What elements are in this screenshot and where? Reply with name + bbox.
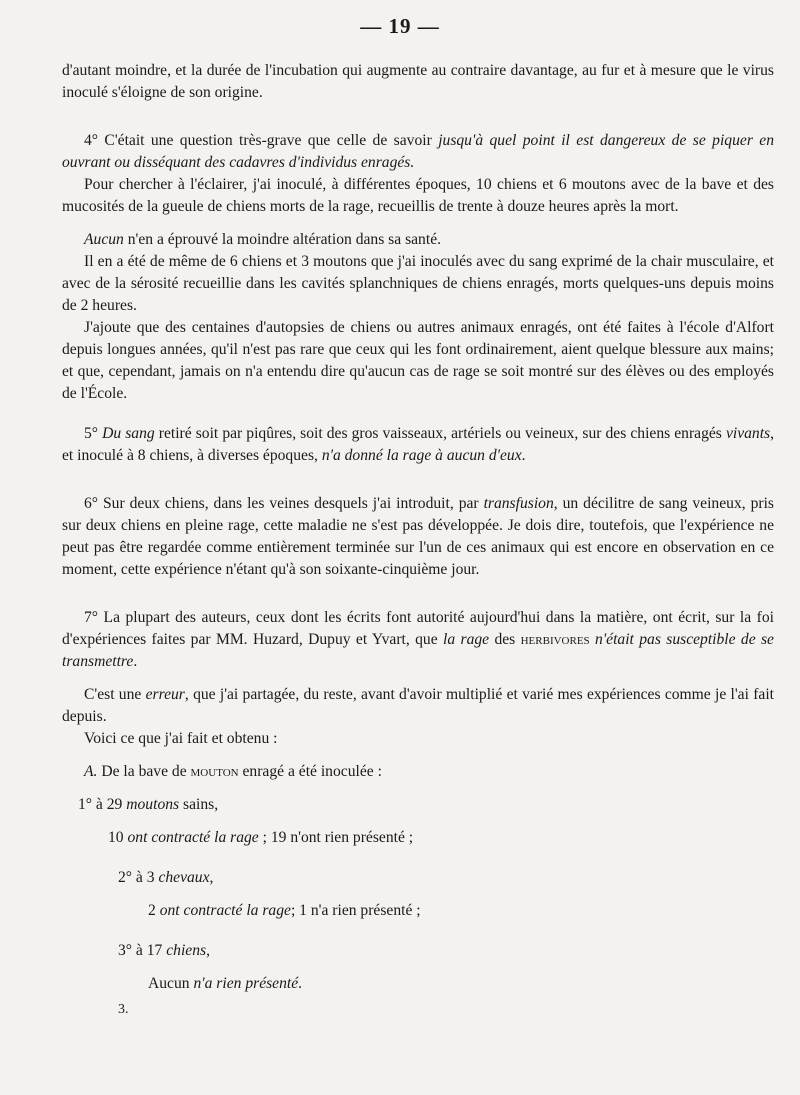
text: . (298, 975, 303, 992)
text: n'en a éprouvé la moindre altération dans sa santé. (123, 231, 442, 248)
paragraph (62, 174, 774, 218)
text: 1° à 29 (78, 796, 127, 813)
list-result (62, 900, 774, 922)
list-item (62, 867, 774, 889)
text: C'est une (84, 686, 146, 703)
text: sains, (179, 796, 219, 813)
italic-text: A. (84, 763, 98, 780)
italic-text: n'était pas susceptible de se transmettre (62, 631, 774, 670)
italic-text: Aucun (84, 231, 124, 248)
text: De la bave de (97, 763, 191, 780)
text: . (133, 653, 138, 670)
paragraph (62, 229, 774, 251)
text: 2° à 3 (118, 869, 159, 886)
small-caps-text: mouton (190, 763, 239, 780)
list-result (62, 973, 774, 995)
paragraph (62, 684, 774, 728)
text: , et inoculé à 8 chiens, à diverses époques, (62, 425, 775, 464)
text: 10 (108, 829, 128, 846)
italic-text: erreur (145, 686, 185, 703)
italic-text: moutons (126, 796, 180, 813)
text: Aucun (148, 975, 194, 992)
text: 2 (148, 902, 160, 919)
text: Il en a été de même de 6 chiens et 3 moutons que j'ai inoculés avec du sang exprimé de la chair musculaire, et avec de la sérosité recueillie dans les cavités splanchniques de chiens enragés, morts quelques-uns depuis moins de 2 heures. (62, 253, 774, 314)
text: retiré soit par piqûres, soit des gros vaisseaux, artériels ou veineux, sur des chiens enragés (154, 425, 726, 442)
paragraph (62, 607, 774, 673)
italic-text: ont contracté la rage (159, 902, 291, 919)
italic-text: Du sang (102, 425, 155, 442)
text: , un décilitre de sang veineux, pris sur deux chiens en pleine rage, cette maladie ne s'est pas développée. Je dois dire, toutefois, que l'expérience ne peut pas être regardée comme entièrement terminée sur l'un de ces animaux qui est encore en observation en ce moment, cette expérience n'étant qu'à son soixante-cinquième jour. (62, 495, 774, 578)
italic-text: la rage (443, 631, 490, 648)
italic-text: n'a rien présenté (193, 975, 299, 992)
list-heading (62, 761, 774, 783)
signature-mark: 3. (118, 1002, 129, 1017)
small-caps-text: herbivores (520, 631, 590, 648)
paragraph (62, 728, 774, 750)
text: , (209, 869, 214, 886)
italic-text: n'a donné la rage à aucun d'eux (321, 447, 522, 464)
paragraph (62, 251, 774, 317)
text: , que j'ai partagée, du reste, avant d'avoir multiplié et varié mes expériences comme je l'ai fait depuis. (62, 686, 774, 725)
page-number: — 19 — (360, 14, 440, 38)
text: 6° Sur deux chiens, dans les veines desquels j'ai introduit, par (84, 495, 484, 512)
italic-text: chiens (166, 942, 207, 959)
paragraph (62, 60, 774, 104)
list-item (62, 794, 774, 816)
text: Voici ce que j'ai fait et obtenu : (84, 730, 278, 747)
text: J'ajoute que des centaines d'autopsies de chiens ou autres animaux enragés, ont été faites à l'école d'Alfort depuis longues années, qu'il n'est pas rare que ceux qui les font ordinairement, aient quelque blessure aux mains; et que, cependant, jamais on n'a entendu dire qu'aucun cas de rage se soit montré sur des élèves ou des employés de l'École. (62, 319, 774, 402)
text: d'autant moindre, et la durée de l'incubation qui augmente au contraire davantage, au fur et à mesure que le virus inoculé s'éloigne de son origine. (62, 62, 774, 101)
paragraph (62, 130, 774, 174)
italic-text: ont contracté la rage (127, 829, 259, 846)
list-result (62, 827, 774, 849)
italic-text: chevaux (158, 869, 210, 886)
text: des (489, 631, 521, 648)
paragraph (62, 317, 774, 405)
text: , (206, 942, 210, 959)
text: 5° (84, 425, 103, 442)
text: enragé a été inoculée : (238, 763, 382, 780)
text: 7° La plupart des auteurs, ceux dont les écrits font autorité aujourd'hui dans la matière, ont écrit, sur la foi d'expériences faites par MM. Huzard, Dupuy et Yvart, que (62, 609, 774, 648)
italic-text: transfusion (483, 495, 554, 512)
results-list (62, 761, 774, 995)
text: . (521, 447, 526, 464)
paragraph (62, 493, 774, 581)
italic-text: vivants (725, 425, 771, 442)
page-body (62, 60, 774, 1021)
text: ; 19 n'ont rien présenté ; (258, 829, 414, 846)
text: ; 1 n'a rien présenté ; (290, 902, 421, 919)
text: 4° C'était une question très-grave que celle de savoir (84, 132, 439, 149)
paragraph (62, 423, 774, 467)
text: Pour chercher à l'éclairer, j'ai inoculé, à différentes époques, 10 chiens et 6 moutons avec de la bave et des mucosités de la gueule de chiens morts de la rage, recueillis de trente à douze heures après la mort. (62, 176, 774, 215)
list-item (62, 940, 774, 962)
italic-text: jusqu'à quel point il est dangereux de se piquer en ouvrant ou disséquant des cadavres d'individus enragés. (62, 132, 775, 171)
text: 3° à 17 (118, 942, 167, 959)
